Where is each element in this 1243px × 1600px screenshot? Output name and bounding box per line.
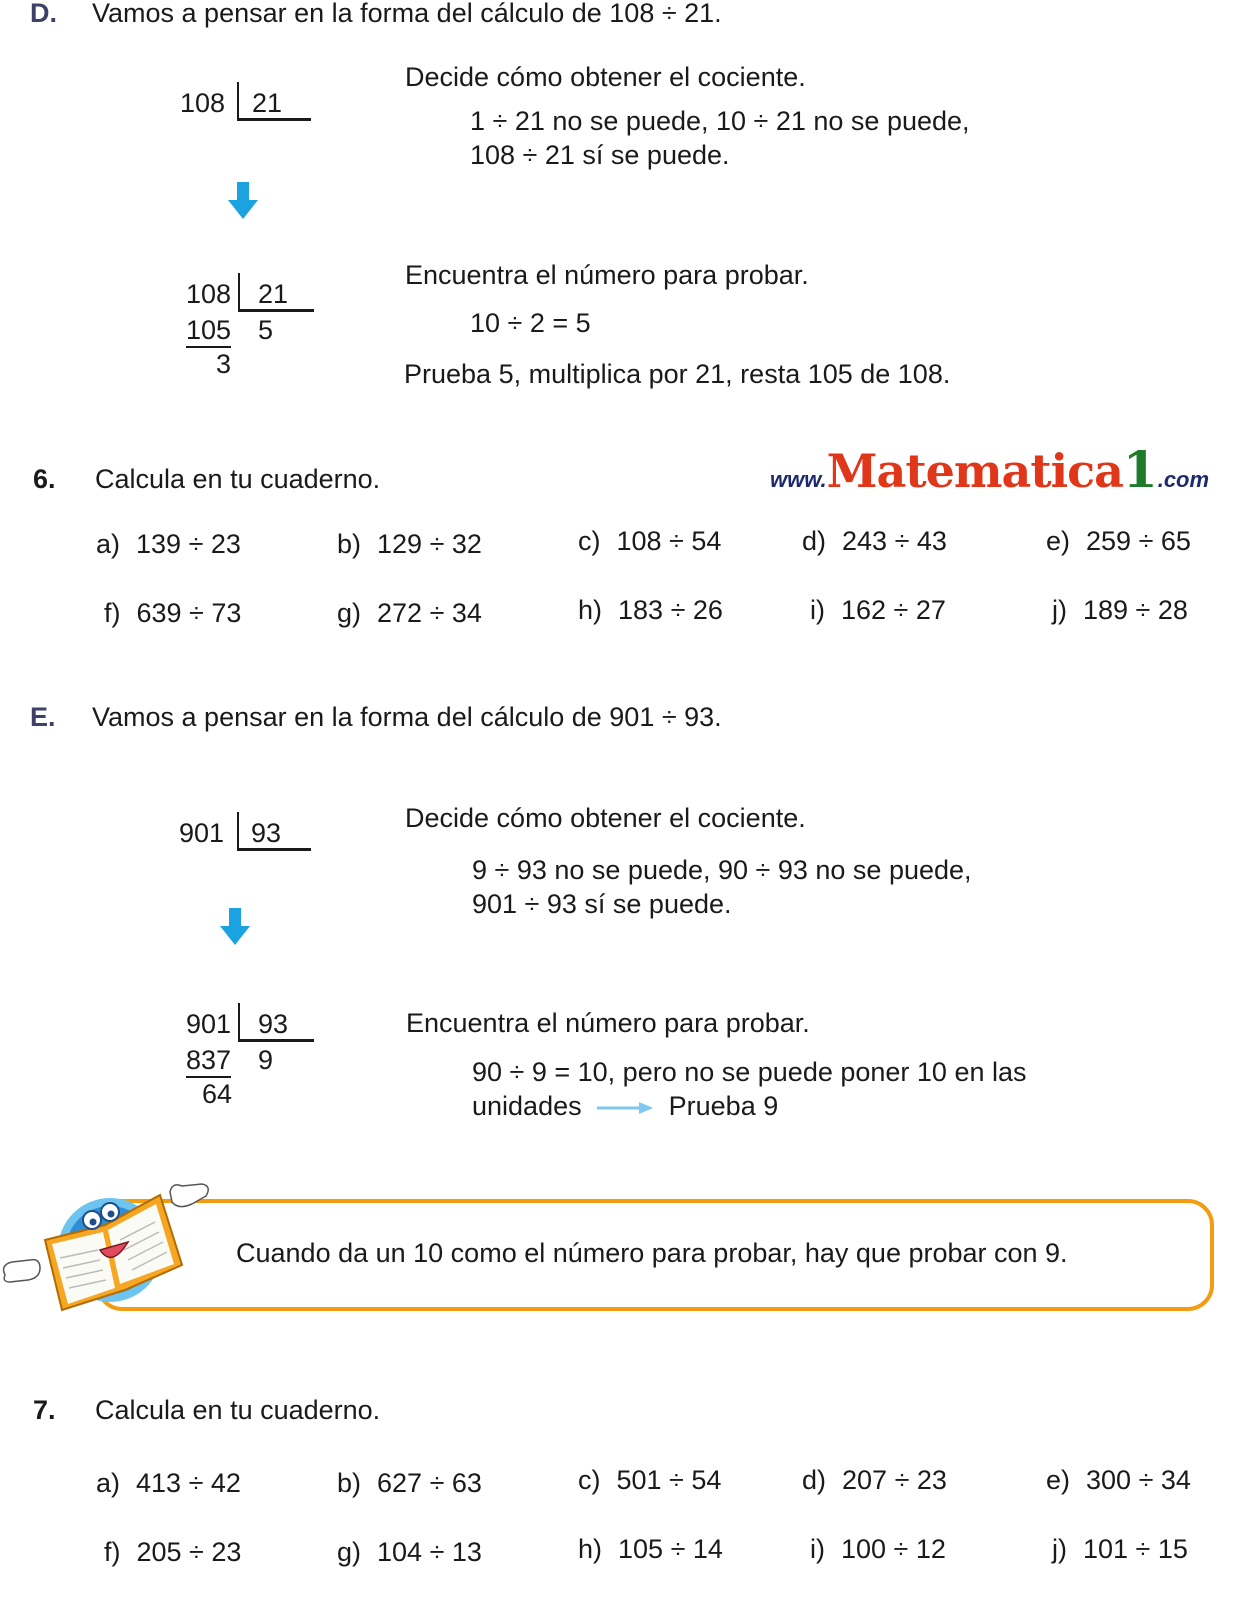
section-d-step1-heading: Decide cómo obtener el cociente. [405, 62, 806, 92]
divisor: 21 [252, 88, 283, 118]
logo-www: www. [770, 467, 827, 492]
exercise-7-number: 7. [33, 1395, 56, 1425]
exercise-7-problem-b: b) 627 ÷ 63 [337, 1468, 482, 1498]
section-e-step2-prueba: Prueba 9 [668, 1091, 779, 1121]
remainder: 64 [202, 1079, 233, 1109]
logo-one: 1 [1122, 440, 1158, 499]
dividend: 901 [179, 818, 225, 848]
right-arrow-icon [597, 1101, 653, 1115]
logo-brand: Matematica [826, 444, 1123, 498]
exercise-6-number: 6. [33, 464, 56, 494]
section-d-step2-heading: Encuentra el número para probar. [405, 260, 809, 290]
section-e-division-2 [186, 1009, 326, 1119]
section-d-step1-line1: 1 ÷ 21 no se puede, 10 ÷ 21 no se puede, [470, 106, 970, 136]
exercise-6-problem-j: j) 189 ÷ 28 [1052, 595, 1188, 625]
exercise-7-problem-g: g) 104 ÷ 13 [337, 1537, 482, 1567]
exercise-7-problem-e: e) 300 ÷ 34 [1046, 1465, 1191, 1495]
dividend: 108 [186, 279, 232, 309]
exercise-7-problem-f: f) 205 ÷ 23 [104, 1537, 242, 1567]
matematica1-logo [770, 440, 1209, 499]
section-e-step2-line2 [472, 1091, 778, 1122]
product: 837 [186, 1045, 231, 1078]
exercise-6-problem-d: d) 243 ÷ 43 [802, 526, 947, 556]
section-d-heading [30, 0, 722, 29]
book-mascot-icon [0, 1180, 215, 1315]
exercise-6-problem-c: c) 108 ÷ 54 [578, 526, 722, 556]
exercise-6-problem-g: g) 272 ÷ 34 [337, 598, 482, 628]
section-d-step2-line1: 10 ÷ 2 = 5 [470, 308, 591, 338]
section-d-division-1 [180, 88, 320, 128]
exercise-7-title: Calcula en tu cuaderno. [95, 1395, 381, 1425]
product: 105 [186, 315, 231, 348]
section-d-step2-line2: Prueba 5, multiplica por 21, resta 105 de 108. [404, 359, 951, 389]
down-arrow-icon [220, 908, 250, 946]
dividend: 901 [186, 1009, 232, 1039]
exercise-6-title: Calcula en tu cuaderno. [95, 464, 381, 494]
exercise-6-problem-f: f) 639 ÷ 73 [104, 598, 242, 628]
section-e-heading [30, 702, 722, 733]
exercise-7-problem-h: h) 105 ÷ 14 [578, 1534, 723, 1564]
section-e-step2-unidades: unidades [472, 1091, 582, 1121]
section-e-step2-line1: 90 ÷ 9 = 10, pero no se puede poner 10 en las [472, 1057, 1027, 1087]
exercise-7-problem-i: i) 100 ÷ 12 [810, 1534, 946, 1564]
exercise-6-problem-a: a) 139 ÷ 23 [96, 529, 241, 559]
section-e-step1-line1: 9 ÷ 93 no se puede, 90 ÷ 93 no se puede, [472, 855, 972, 885]
quotient: 5 [258, 315, 274, 345]
exercise-6-problem-e: e) 259 ÷ 65 [1046, 526, 1191, 556]
section-d-title: Vamos a pensar en la forma del cálculo de 108 ÷ 21. [92, 0, 722, 28]
section-e-title: Vamos a pensar en la forma del cálculo de 901 ÷ 93. [92, 702, 722, 732]
logo-com: .com [1157, 467, 1210, 492]
tip-callout-text: Cuando da un 10 como el número para probar, hay que probar con 9. [236, 1238, 1068, 1268]
exercise-7-problem-j: j) 101 ÷ 15 [1052, 1534, 1188, 1564]
section-e-step1-heading: Decide cómo obtener el cociente. [405, 803, 806, 833]
exercise-7-problem-a: a) 413 ÷ 42 [96, 1468, 241, 1498]
divisor: 93 [258, 1009, 289, 1039]
exercise-6-problem-h: h) 183 ÷ 26 [578, 595, 723, 625]
quotient: 9 [258, 1045, 274, 1075]
exercise-7-problem-d: d) 207 ÷ 23 [802, 1465, 947, 1495]
section-e-letter: E. [30, 702, 56, 732]
divisor: 93 [251, 818, 282, 848]
section-d-step1-line2: 108 ÷ 21 sí se puede. [470, 140, 730, 170]
section-e-step1-line2: 901 ÷ 93 sí se puede. [472, 889, 732, 919]
divisor: 21 [258, 279, 289, 309]
exercise-6-problem-b: b) 129 ÷ 32 [337, 529, 482, 559]
section-e-step2-heading: Encuentra el número para probar. [406, 1008, 810, 1038]
exercise-7-problem-c: c) 501 ÷ 54 [578, 1465, 722, 1495]
section-d-division-2 [186, 279, 326, 389]
section-d-letter: D. [30, 0, 57, 28]
dividend: 108 [180, 88, 226, 118]
down-arrow-icon [228, 182, 258, 220]
exercise-6-heading [33, 464, 380, 495]
section-e-division-1 [179, 818, 319, 858]
exercise-7-heading [33, 1395, 380, 1426]
exercise-6-problem-i: i) 162 ÷ 27 [810, 595, 946, 625]
remainder: 3 [216, 349, 232, 379]
